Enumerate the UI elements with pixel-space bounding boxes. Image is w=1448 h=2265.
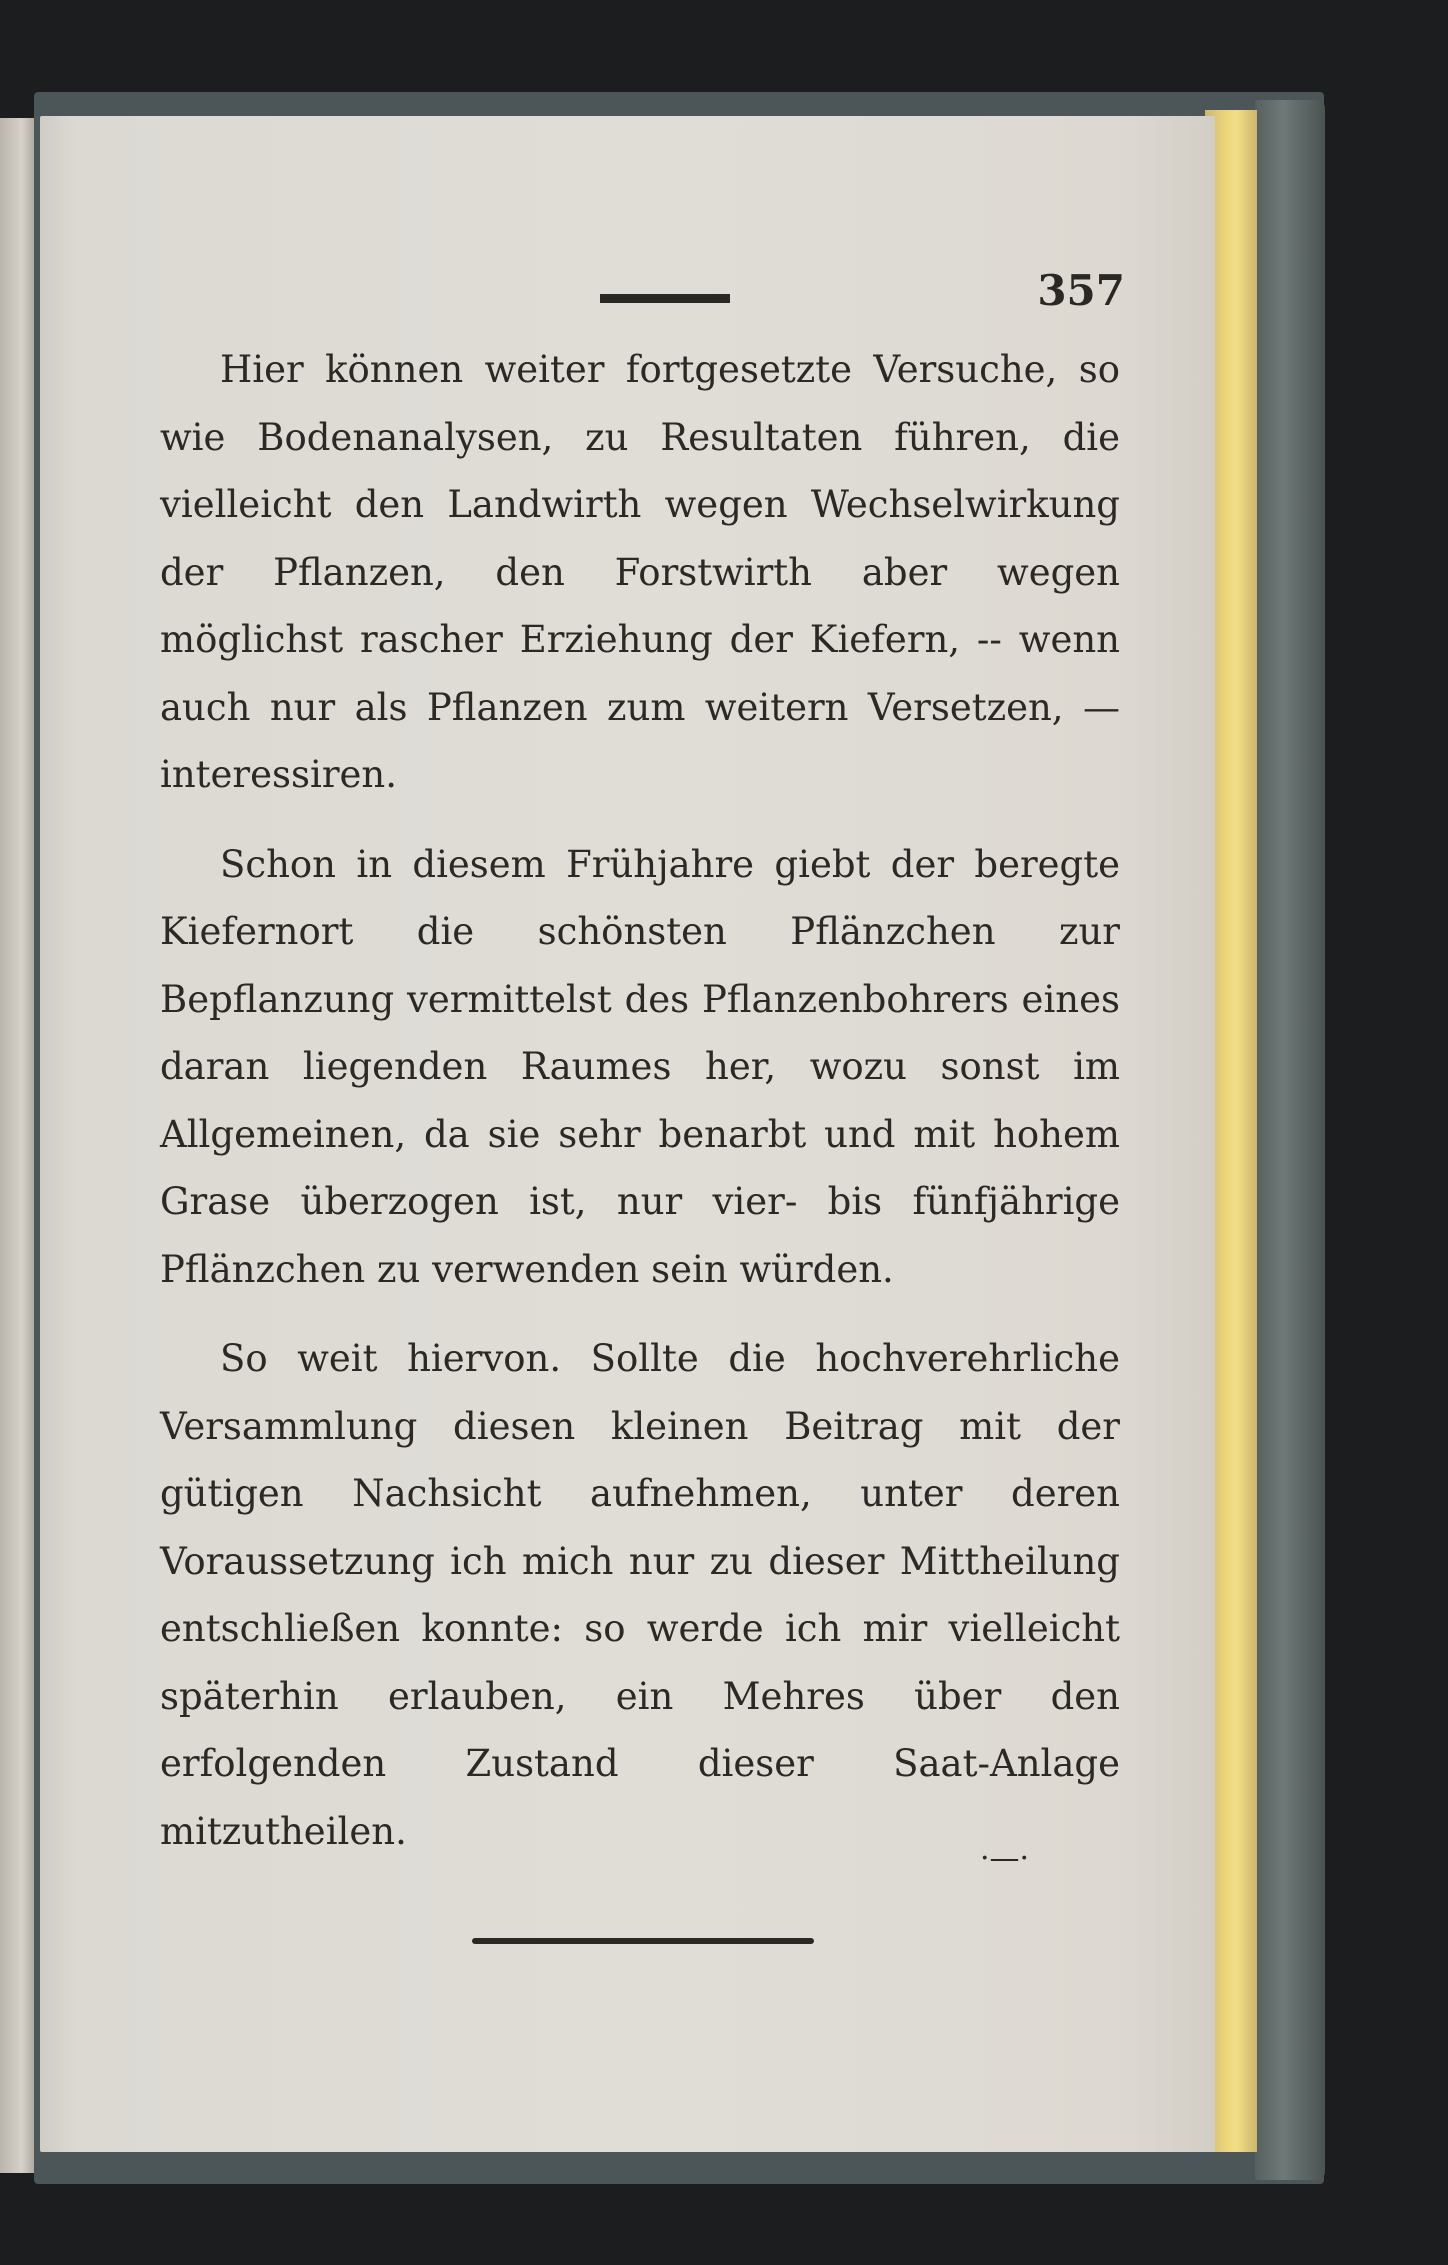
- book-page: [40, 116, 1215, 2152]
- book-cover-edge: [1255, 100, 1325, 2180]
- paragraph-3: So weit hiervon. Sollte die hochverehrliche Versammlung diesen kleinen Beitrag mit der gütigen Nachsicht aufnehmen, unter deren Voraussetzung ich mich nur zu dieser Mittheilung entschließen konnte: so werde ich mir vielleicht späterhin erlauben, ein Mehres über den erfolgenden Zustand dieser Saat-Anlage mitzutheilen.: [160, 1337, 1120, 1853]
- running-header: [160, 266, 1125, 336]
- page-content: [160, 266, 1125, 1887]
- closing-mark: ·—·: [980, 1841, 1030, 1876]
- paragraph-2: Schon in diesem Frühjahre giebt der beregte Kiefernort die schönsten Pflänzchen zur Bepflanzung vermittelst des Pflanzenbohrers eines daran liegenden Raumes her, wozu sonst im Allgemeinen, da sie sehr benarbt und mit hohem Grase überzogen ist, nur vier- bis fünfjährige Pflänzchen zu verwenden sein würden.: [160, 842, 1120, 1291]
- left-page-edge: [0, 118, 36, 2173]
- paragraph-1: Hier können weiter fortgesetzte Versuche, so wie Bodenanalysen, zu Resultaten führen, die vielleicht den Landwirth wegen Wechselwirkung der Pflanzen, den Forstwirth aber wegen möglichst rascher Erziehung der Kiefern, -- wenn auch nur als Pflanzen zum weitern Versetzen, — interessiren.: [160, 348, 1120, 796]
- page-number: 357: [1037, 266, 1125, 315]
- header-rule: [600, 294, 730, 303]
- end-rule: [472, 1938, 814, 1944]
